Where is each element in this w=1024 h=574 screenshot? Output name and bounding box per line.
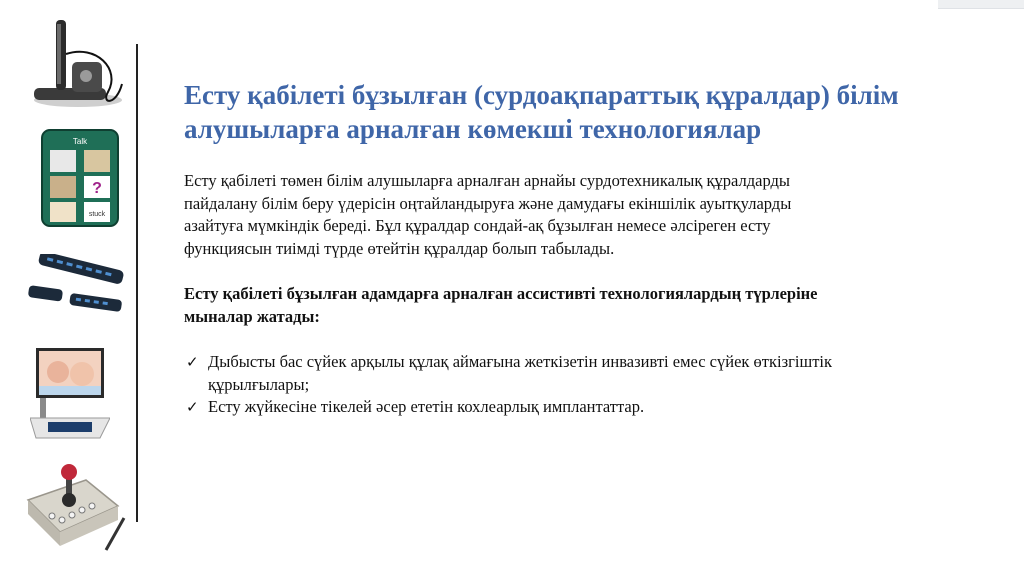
heading-line: Есту қабілеті бұзылған адамдарға арналған ассистивті технологиялардың түрлеріне <box>184 284 818 303</box>
checkmark-icon: ✓ <box>186 398 199 416</box>
paragraph-line: Есту қабілеті төмен білім алушыларға арналған арнайы сурдотехникалық құралдарды <box>184 171 790 190</box>
title-line: Есту қабілеті бұзылған (сурдоақпараттық құралдар) білім <box>184 80 899 110</box>
slide-corner-tab <box>938 0 1024 9</box>
board-stuck-label: stuck <box>88 211 106 218</box>
paragraph-line: функциясын тиімді түрде өтейтін құралдар болып табылады. <box>184 238 615 258</box>
intro-paragraph <box>184 170 984 260</box>
list-item <box>184 351 984 396</box>
heading-line: мыналар жатады: <box>184 306 320 326</box>
slide-title <box>184 78 984 146</box>
list-item <box>184 396 984 419</box>
video-magnifier-icon <box>30 346 110 442</box>
joystick-switch-device-icon <box>22 460 128 554</box>
title-line: алушыларға арналған көмекші технологиялар <box>184 114 762 144</box>
section-heading <box>184 283 984 328</box>
board-question-label: ? <box>92 180 102 197</box>
bullet-line: Дыбысты бас сүйек арқылы құлақ аймағына жеткізетін инвазивті емес сүйек өткізгіштік <box>208 352 833 371</box>
paragraph-line: пайдалану білім беру үдерісін оңтайландыруға және дамудағы екіншілік ауытқуларды <box>184 193 792 213</box>
bullet-list <box>184 351 984 419</box>
smart-pen-device-icon <box>26 14 130 110</box>
checkmark-icon: ✓ <box>186 353 199 371</box>
braille-display-icon <box>24 254 128 314</box>
communication-board-icon <box>40 128 120 228</box>
paragraph-line: азайтуға мүмкіндік береді. Бұл құралдар сондай-ақ бұзылған немесе әлсіреген есту <box>184 216 771 235</box>
vertical-divider <box>136 44 138 522</box>
board-top-label: Talk <box>72 137 88 146</box>
bullet-line: құрылғылары; <box>208 374 310 394</box>
slide-content <box>184 78 984 419</box>
bullet-line: Есту жүйкесіне тікелей әсер ететін кохлеарлық имплантаттар. <box>208 397 645 416</box>
